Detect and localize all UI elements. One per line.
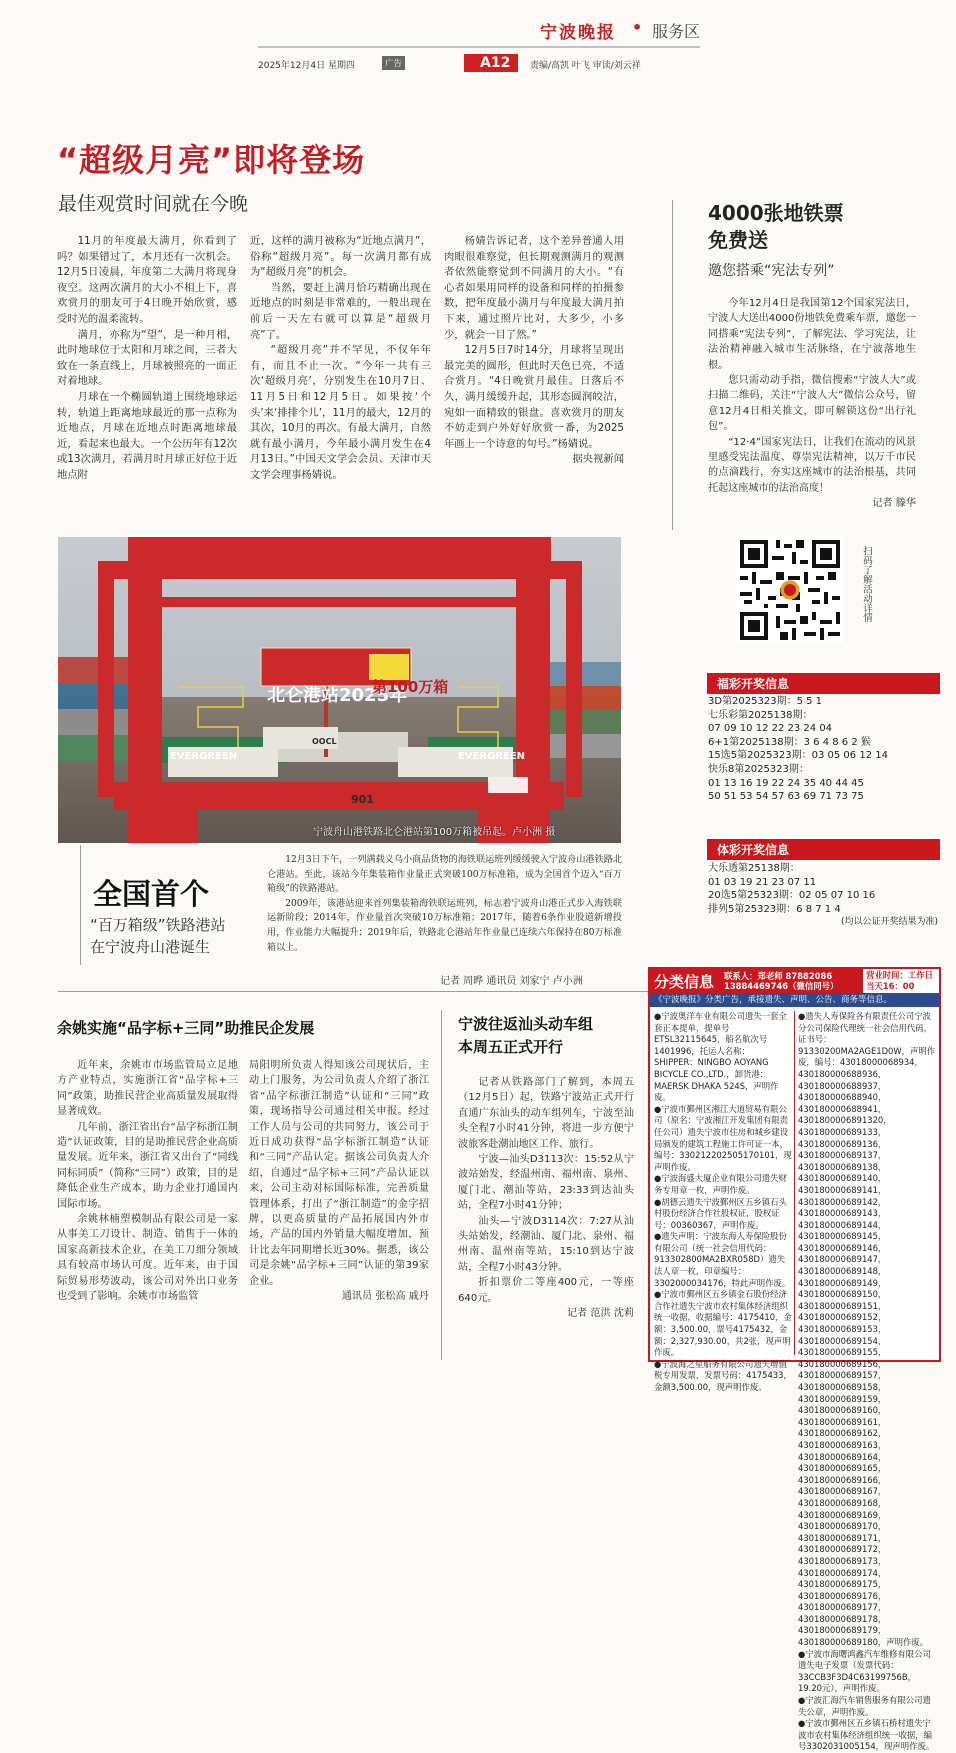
divider	[58, 991, 648, 992]
classified-col-2	[798, 1011, 936, 1752]
photo-brand-1: EVERGREEN	[170, 751, 238, 762]
classified-hours: 营业时间：工作日当天16：00	[863, 969, 939, 993]
photo-brand-2: EVERGREEN	[458, 751, 526, 762]
feature-subtitle-2: 在宁波舟山港诞生	[90, 938, 211, 956]
photo-brand-3: OOCL	[312, 737, 337, 746]
paragraph: “12·4”国家宪法日，让我们在流动的风景里感受宪法温度、尊崇宪法精神，以万千市民的点滴践行，夯实这座城市的法治根基，共同托起这座城市的法治高度！	[708, 436, 916, 494]
paragraph: 月球在一个椭圆轨道上围绕地球运转，轨道上距离地球最近的那一点称为近地点，月球在近地点时距离地球最近，看起来也最大。一个公历年有12次或13次满月，若满月时月球正好位于近地点附	[57, 390, 237, 481]
ticai-header: 体彩开奖信息	[707, 839, 940, 860]
classified-item: ●遗失声明：宁波东海人寿保险股份有限公司（统一社会信用代码：913302800MA2BXR058D）遗失法人章一枚，印章编号：3302000034176，特此声明作废。	[654, 1231, 791, 1288]
page-number: A12	[464, 54, 518, 72]
sidebar-subtitle: 邀您搭乘“宪法专列”	[708, 263, 835, 279]
photo-unit-number: 901	[351, 793, 374, 806]
lotto-line: 01 13 16 19 22 24 35 40 44 45	[708, 777, 864, 789]
classified-col-1	[654, 1011, 792, 1392]
paragraph: 近，这样的满月被称为“近地点满月”，俗称“超级月亮”。每一次满月都有成为“超级月亮”的机会。	[250, 235, 431, 279]
lotto-line: 6+1第2025138期：3 6 4 8 6 2 猴	[708, 736, 871, 748]
paragraph: 折扣票价二等座400元，一等座640元。	[458, 1277, 634, 1304]
classified-item: ●遗失人寿保险各有限责任公司宁波分公司保险代理统一社会信用代码，证书号：91330200MA2AGE1D0W，声明作废，编号：43018000068934，430180000688936，430180000688937，430180000688940，430180000688941，4301800006891320，430180000689133，430180000689136，430180000689137，430180000689138，430180000689140，430180000689141，430180000689142，430180000689143，430180000689144，430180000689145，430180000689146，430180000689147，430180000689148，430180000689149，430180000689150，430180000689151，430180000689152，430180000689153，430180000689154，430180000689155，430180000689156，430180000689157，430180000689158，430180000689159，430180000689160，430180000689161，430180000689162，430180000689163，430180000689164，430180000689165，430180000689166，430180000689167，430180000689168，430180000689169，430180000689170，430180000689171，430180000689172，430180000689173，430180000689174，430180000689175，430180000689176，430180000689177，430180000689178，430180000689179，430180000689180，声明作废。	[798, 1011, 936, 1648]
lotto-line: 15选5第2025323期：03 05 06 12 14	[708, 750, 888, 762]
classified-item: ●宁波市海曙鸿鑫汽车维修有限公司遗失电子发票（发票代码：33CCB3F3D4C63199756B，19.20元），声明作废。	[798, 1648, 931, 1694]
paragraph: 2009年，该港站迎来首列集装箱海铁联运班列，标志着宁波舟山港正式步入海铁联运新阶段；2014年，作业量首次突破10万标准箱；2017年，随着6条作业股道新增投用，作业能力大幅提升；2019年后，铁路北仑港站年作业量已连续六年保持在80万标准箱以上。	[267, 898, 622, 953]
fucai-results	[708, 695, 938, 804]
divider	[80, 845, 81, 965]
paragraph: 您只需动动手指，微信搜索“宁波人大”或扫描二维码，关注“宁波人大”微信公众号，留意12月4日相关推文，即可解锁这份“出行礼包”。	[708, 375, 916, 433]
paragraph: 宁波—汕头D3113次：15:52从宁波站始发，经温州南、福州南、泉州、厦门北、潮汕等站，23:33到达汕头站，全程7小时41分钟；	[458, 1154, 634, 1212]
byline: 记者 范洪 沈莉	[567, 1308, 634, 1320]
paragraph: 余姚林楠塑模制品有限公司是一家从事美工刀设计、制造、销售于一体的国家高新技术企业，在美工刀细分领域具有较高市场认可度。近年来，由于国际贸易形势波动，该公司对外出口业务也受到了影响。余姚市市场监管	[57, 1214, 238, 1303]
source-credit: 据央视新闻	[572, 453, 624, 466]
train-body	[458, 1075, 634, 1322]
train-headline-1: 宁波往返汕头动车组	[458, 1015, 594, 1033]
divider	[672, 200, 673, 530]
masthead-logo: 宁波晚报	[540, 23, 616, 43]
paragraph: 今年12月4日是我国第12个国家宪法日，宁波人大送出4000份地铁免费乘车票，邀您一同搭乘“宪法专列”，了解宪法、学习宪法，让法治精神融入城市生活脉络，在宁波落地生根。	[708, 298, 916, 371]
paragraph: 局阳明所负责人得知该公司现状后，主动上门服务，为公司负责人介绍了浙江省“品字标浙江制造”认证和“三同”政策，现场指导公司通过相关申报。经过工作人员与公司的共同努力，该公司于近日成功获得“品字标浙江制造”认证和“三同”产品认定。据该公司负责人介绍，自通过“品字标+三同”产品认证以来，公司主动对标国际标准，完善质量管理体系，打出了“浙江制造”的金字招牌，以更高质量的产品拓展国内外市场，产品的国内外销量大幅度增加，预计比去年同期增长近30%。据悉，该公司是余姚“品字标+三同”认证的第39家企业。	[249, 1060, 429, 1287]
paragraph: 杨婧告诉记者，这个差异普通人用肉眼很难察觉，但长期观测满月的观测者依然能察觉到不同满月的大小。“有心者如果用同样的设备和同样的拍摄参数，把年度最小满月与年度最大满月拍下来，通过照片比对，大多少，小多少，就会一目了然。”	[444, 235, 624, 341]
qr-code-graphic	[736, 536, 844, 644]
qr-caption: 扫码了解活动详情	[861, 546, 872, 622]
paragraph: 几年前，浙江省出台“品字标浙江制造”认证政策，目的是助推民营企业高质量发展。近年来，浙江省又出台了“同线同标同质”（简称“三同”）政策，目的是降低企业生产成本，助力企业打通国内国际市场。	[57, 1121, 238, 1210]
paragraph: 12月3日下午，一列满载义乌小商品货物的海铁联运班列缓缓驶入宁波舟山港铁路北仑港站。至此，该站今年集装箱作业量正式突破100万标准箱，成为全国首个迈入“百万箱级”的铁路港站。	[267, 855, 622, 895]
classified-item: ●宁波市鄞州区湘江大道贸易有限公司（原名：宁波湘江开发集团有限责任公司）遗失宁波市住房和城乡建设局颁发的建筑工程施工许可证一本，编号：330212202505170101，现声明作废。	[654, 1103, 792, 1172]
feature-body	[267, 853, 622, 955]
paragraph: 汕头—宁波D3114次：7:27从汕头站始发，经潮汕、厦门北、泉州、福州南、温州南等站，15:10到达宁波站，全程7小时43分钟。	[458, 1215, 634, 1273]
lotto-line: 01 03 19 21 23 07 11	[708, 876, 817, 888]
paragraph: 11月的年度最大满月，你看到了吗？如果错过了，本月还有一次机会。12月5日凌晨，年度第二大满月将现身夜空。这两次满月的大小不相上下，喜欢赏月的朋友可于4日晚开始欣赏，感受时光的温柔流转。	[57, 235, 237, 325]
photo-banner-text: 北仑港站2025年	[267, 685, 408, 706]
classified-item: ●宁波奥洋车业有限公司遗失一套全套正本提单，提单号ETSL32115645，船名航次号1401996，托运人名称：SHIPPER：NINGBO AOYANG BICYCLE CO.,LTD.，卸货港：MAERSK DHAKA 524S，声明作废。	[654, 1011, 787, 1103]
classified-item: ●宁波汇海汽车销售服务有限公司遗失公章，声明作废。	[798, 1695, 931, 1717]
paragraph: 满月，亦称为“望”，是一种月相，此时地球位于太阳和月球之间，三者大致在一条直线上，月球被照亮的一面正对着地球。	[57, 328, 237, 388]
classified-item: ●胡德云遗失宁波鄞州区五乡镇石头村股份经济合作社股权证，股权证号：00360367，声明作废。	[654, 1196, 787, 1230]
photo-banner-suffix: 第100万箱	[372, 678, 449, 696]
lead-col-1	[57, 234, 237, 484]
lotto-line: 3D第2025323期：5 5 1	[708, 696, 823, 707]
sidebar-title-line1: 4000张地铁票	[708, 201, 844, 225]
masthead-dot: •	[632, 18, 643, 37]
ticai-results	[708, 862, 938, 930]
classified-item: ●宁波海之星船务有限公司遗失增值税专用发票，发票号码：4175433，金额3,500.00，现声明作废。	[654, 1358, 792, 1392]
section-name: 服务区	[652, 22, 701, 41]
classified-item: ●宁波市鄞州区五乡镇石桥村遗失宁波市农村集体经济组织统一收据，编号3302031005154，现声明作废。	[798, 1718, 935, 1752]
yuyao-headline: 余姚实施“品字标+三同”助推民企发展	[57, 1019, 315, 1037]
qr-code[interactable]	[736, 536, 844, 644]
sidebar-title-line2: 免费送	[708, 228, 768, 252]
lotto-line: 07 09 10 12 22 23 24 04	[708, 723, 833, 735]
feature-byline: 记者 周晔 通讯员 刘家宁 卢小洲	[440, 976, 583, 987]
paragraph: 近年来，余姚市市场监管局立足地方产业特点，实施浙江省“品字标+三同”政策，助推民营企业高质量发展取得显著成效。	[57, 1060, 238, 1118]
reporter: 记者 滕华	[872, 498, 916, 510]
classified-item: ●宁波海盛大厦企业有限公司遗失财务专用章一枚，声明作废。	[654, 1173, 787, 1195]
yuyao-col-1	[57, 1058, 238, 1305]
divider	[441, 1010, 442, 1360]
lead-subhead: 最佳观赏时间就在今晚	[58, 193, 249, 215]
fucai-header: 福彩开奖信息	[707, 673, 940, 694]
paragraph: 当然，要赶上满月恰巧精确出现在近地点的时刻是非常难的，一般出现在前后一天左右就可以算是“超级月亮”了。	[250, 281, 431, 341]
paragraph: 12月5日7时14分，月球将呈现出最完美的圆形，但此时天色已亮，不适合赏月。“4日晚赏月最佳。日落后不久，满月缓缓升起，其形态圆润皎洁，宛如一面精致的银盘。喜欢赏月的朋友不妨走到户外好好欣赏一番，为2025年画上一个诗意的句号。”杨婧说。	[444, 344, 624, 450]
port-photo	[58, 537, 621, 843]
ad-tag: 广告	[382, 56, 405, 70]
classified-title: 分类信息	[654, 973, 715, 991]
lotto-line: 20选5第25323期：02 05 07 10 16	[708, 890, 876, 902]
lotto-line: 50 51 53 54 57 63 69 71 73 75	[708, 791, 864, 803]
photo-caption: 宁波舟山港铁路北仑港站第100万箱被吊起。卢小洲 摄	[313, 827, 556, 838]
yuyao-col-2	[249, 1058, 429, 1305]
byline: 通讯员 张松高 戚丹	[341, 1291, 429, 1303]
lead-col-2	[250, 234, 431, 484]
paragraph: 记者从铁路部门了解到，本周五（12月5日）起，铁路宁波站正式开行直通广东汕头的动车组列车，宁波至汕头全程7小时41分钟，将进一步方便宁波旅客赴潮汕地区工作、旅行。	[458, 1077, 634, 1150]
divider	[794, 1011, 795, 1355]
feature-title: 全国首个	[93, 877, 210, 911]
classified-notice: 《宁波晚报》分类广告，承接遗失、声明、公告、商务等信息。	[650, 993, 939, 1007]
classified-contact: 联系人：郑老师 87882086 13884469746（微信同号）	[724, 971, 839, 991]
paragraph: “超级月亮”并不罕见，不仅年年有，而且不止一次。“今年一共有三次‘超级月亮’，分别发生在10月7日、11月5日和12月5日。如果按‘个头’来‘排排个儿’，11月的最大，12月的其次，10月的再次。有最大满月，自然就有最小满月，今年最小满月发生在4月13日。”中国天文学会会员、天津市天文学会理事杨婧说。	[250, 344, 431, 481]
lead-col-3	[444, 234, 624, 468]
classified-box	[648, 967, 941, 1752]
dateline: 2025年12月4日 星期四	[258, 61, 355, 71]
feature-subtitle-1: “百万箱级”铁路港站	[90, 916, 226, 934]
staff-credits: 责编/高凯 叶飞 审读/刘云祥	[530, 61, 641, 71]
classified-item: ●宁波市鄞州区五乡镇金石股份经济合作社遗失宁波市农村集体经济组织统一收据，收据编号：4175410，金额：3,500.00，票号4175432，金额：2,327,930.00，共2张，现声明作废。	[654, 1289, 792, 1358]
masthead-rule	[258, 46, 700, 48]
train-headline-2: 本周五正式开行	[458, 1038, 564, 1056]
lotto-line: 大乐透第25138期：	[708, 863, 800, 874]
lotto-note: (均以公证开奖结果为准)	[840, 917, 938, 928]
lotto-line: 快乐8第2025323期：	[708, 763, 809, 775]
lead-headline: “超级月亮”即将登场	[57, 141, 366, 179]
lotto-line: 排列5第25323期：6 8 7 1 4	[708, 903, 841, 915]
lotto-line: 七乐彩第2025138期：	[708, 709, 813, 721]
sidebar-body	[708, 296, 916, 512]
